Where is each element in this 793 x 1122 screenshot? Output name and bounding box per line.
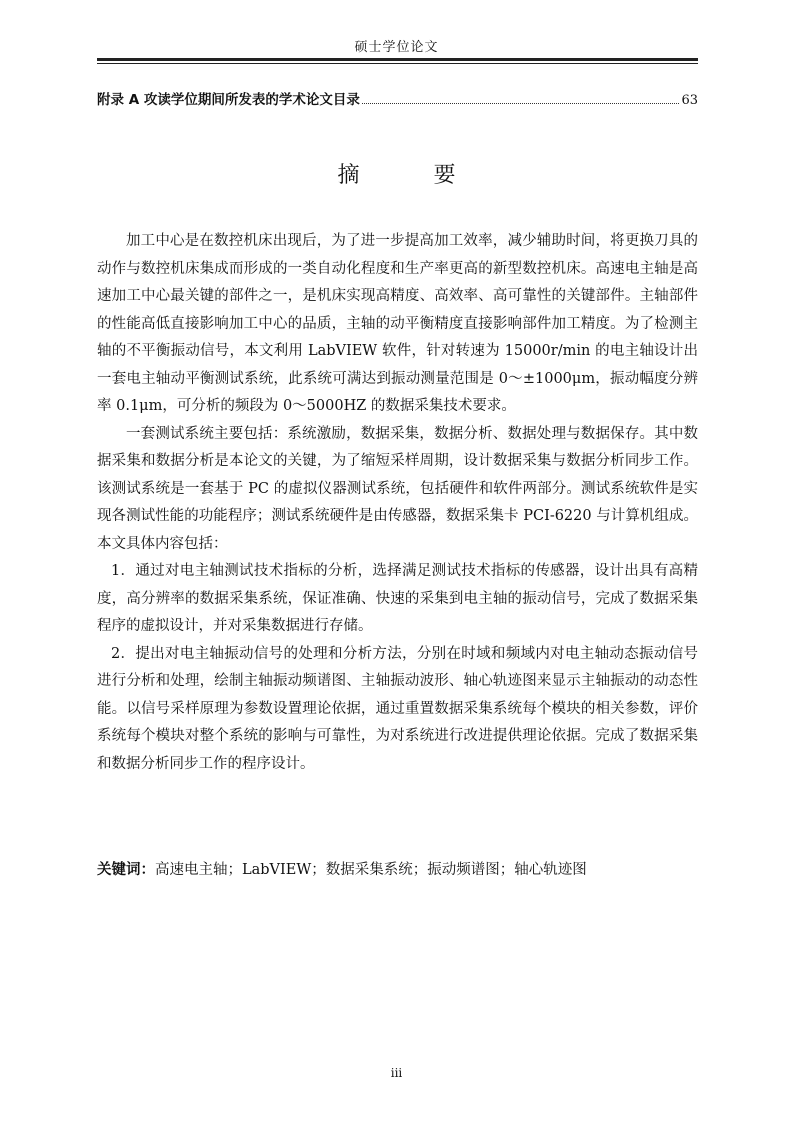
- keywords-line: [97, 858, 698, 879]
- toc-leader-dots: [362, 103, 680, 104]
- abstract-title: 摘 要: [337, 163, 482, 188]
- toc-entry[interactable]: [97, 88, 698, 108]
- abstract-paragraph: 一套测试系统主要包括：系统激励，数据采集，数据分析、数据处理与数据保存。其中数据采集和数据分析是本论文的关键，为了缩短采样周期，设计数据采集与数据分析同步工作。该测试系统是一套基于 PC 的虚拟仪器测试系统，包括硬件和软件两部分。测试系统软件是实现各测试性能的功能程序；测试系统硬件是由传感器，数据采集卡 PCI-6220 与计算机组成。本文具体内容包括：: [97, 425, 698, 552]
- abstract-paragraph: 加工中心是在数控机床出现后，为了进一步提高加工效率，减少辅助时间，将更换刀具的动作与数控机床集成而形成的一类自动化程度和生产率更高的新型数控机床。高速电主轴是高速加工中心最关键的部件之一，是机床实现高精度、高效率、高可靠性的关键部件。主轴部件的性能高低直接影响加工中心的品质，主轴的动平衡精度直接影响部件加工精度。为了检测主轴的不平衡振动信号，本文利用 LabVIEW 软件，针对转速为 15000r/min 的电主轴设计出一套电主轴动平衡测试系统，此系统可满达到振动测量范围是 0～±1000μm，振动幅度分辨率 0.1μm，可分析的频段为 0～5000HZ 的数据采集技术要求。: [97, 233, 698, 414]
- abstract-body: [97, 228, 698, 778]
- keywords-label: 关键词：: [97, 862, 155, 878]
- header-rule-thick: [97, 58, 698, 61]
- abstract-list-item: 1．通过对电主轴测试技术指标的分析，选择满足测试技术指标的传感器，设计出具有高精度，高分辨率的数据采集系统，保证准确、快速的采集到电主轴的振动信号，完成了数据采集程序的虚拟设计，并对采集数据进行存储。: [97, 563, 698, 634]
- abstract-list-item: 2．提出对电主轴振动信号的处理和分析方法，分别在时域和频域内对电主轴动态振动信号进行分析和处理，绘制主轴振动频谱图、主轴振动波形、轴心轨迹图来显示主轴振动的动态性能。以信号采样原理为参数设置理论依据，通过重置数据采集系统每个模块的相关参数，评价系统每个模块对整个系统的影响与可靠性，为对系统进行改进提供理论依据。完成了数据采集和数据分析同步工作的程序设计。: [97, 645, 698, 772]
- page-number: iii: [390, 1066, 403, 1080]
- header-rule-thin: [97, 63, 698, 64]
- toc-entry-page: 63: [681, 93, 698, 108]
- toc-entry-label: 附录 A 攻读学位期间所发表的学术论文目录: [97, 92, 360, 108]
- keywords-text: 高速电主轴；LabVIEW；数据采集系统；振动频谱图；轴心轨迹图: [155, 862, 587, 878]
- running-header: 硕士学位论文: [354, 40, 439, 55]
